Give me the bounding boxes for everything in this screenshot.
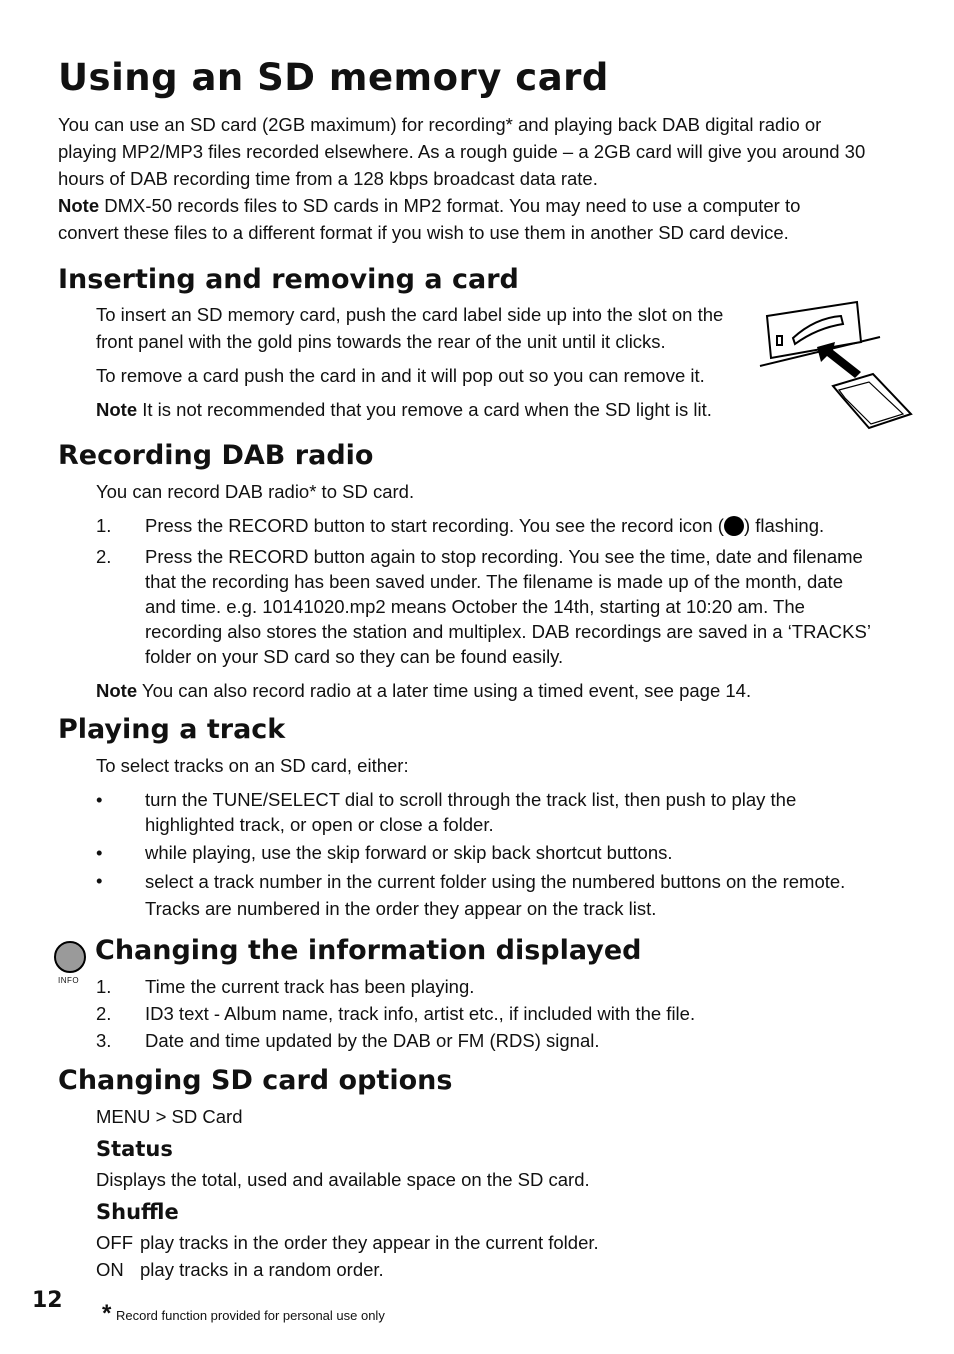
intro-line: playing MP2/MP3 files recorded elsewhere. As a rough guide – a 2GB card will give you around 30 <box>58 141 866 162</box>
page-title: Using an SD memory card <box>58 56 609 99</box>
shuffle-on-text: play tracks in a random order. <box>140 1259 384 1280</box>
recording-intro: You can record DAB radio* to SD card. <box>96 481 415 502</box>
step-number: 1. <box>96 515 112 536</box>
menu-path: MENU > SD Card <box>96 1106 243 1127</box>
shuffle-off-text: play tracks in the order they appear in the current folder. <box>140 1232 599 1253</box>
inserting-p2: To remove a card push the card in and it will pop out so you can remove it. <box>96 365 705 386</box>
info-button-label: INFO <box>58 976 80 985</box>
playing-bullet-3: select a track number in the current folder using the numbered buttons on the remote. Tracks are numbered in the order they appear on the track list. <box>145 871 846 919</box>
record-icon <box>724 516 744 536</box>
playing-bullet-1: turn the TUNE/SELECT dial to scroll through the track list, then push to play the highlighted track, or open or close a folder. <box>145 789 797 835</box>
sd-card-insert-illustration <box>755 298 920 438</box>
note-label: Note <box>96 399 138 420</box>
intro-line: hours of DAB recording time from a 128 kbps broadcast data rate. <box>58 168 598 189</box>
section-heading-inserting: Inserting and removing a card <box>58 264 519 295</box>
recording-step-2: Press the RECORD button again to stop recording. You see the time, date and filename that the recording has been saved under. The filename is made up of the month, date and time. e.g. 10141020.mp2 means October the 14th, starting at 10:20 am. The recording also stores the station and multiplex. DAB recordings are saved in a ‘TRACKS’ folder on your SD card so they can be found easily. <box>145 546 871 667</box>
intro-line: You can use an SD card (2GB maximum) for recording* and playing back DAB digital radio or <box>58 114 822 135</box>
shuffle-heading: Shuffle <box>96 1200 179 1224</box>
note-label: Note <box>58 195 100 216</box>
step-number: 2. <box>96 1003 112 1024</box>
status-heading: Status <box>96 1137 173 1161</box>
status-text: Displays the total, used and available space on the SD card. <box>96 1169 590 1190</box>
recording-note: Note You can also record radio at a later time using a timed event, see page 14. <box>96 680 752 701</box>
intro-note: Note DMX-50 records files to SD cards in MP2 format. You may need to use a computer to <box>58 195 801 216</box>
intro-paragraph <box>58 111 918 246</box>
page-number: 12 <box>32 1288 63 1313</box>
section-heading-recording: Recording DAB radio <box>58 440 374 471</box>
shuffle-on-label: ON <box>96 1259 124 1280</box>
step-number: 1. <box>96 976 112 997</box>
shuffle-off-label: OFF <box>96 1232 133 1253</box>
info-item-2: ID3 text - Album name, track info, artist etc., if included with the file. <box>145 1003 696 1024</box>
inserting-note: Note It is not recommended that you remove a card when the SD light is lit. <box>96 399 712 420</box>
playing-bullet-2: while playing, use the skip forward or skip back shortcut buttons. <box>145 842 673 863</box>
intro-line: convert these files to a different format if you wish to use them in another SD card device. <box>58 222 789 243</box>
footnote-asterisk: * <box>102 1300 112 1327</box>
recording-step-1: Press the RECORD button to start recording. You see the record icon ( ) flashing. <box>145 515 825 536</box>
bullet: • <box>96 842 103 863</box>
footnote-text: Record function provided for personal use only <box>116 1308 385 1323</box>
info-item-1: Time the current track has been playing. <box>145 976 475 997</box>
step-number: 3. <box>96 1030 112 1051</box>
note-label: Note <box>96 680 138 701</box>
bullet: • <box>96 789 103 810</box>
step-number: 2. <box>96 546 112 567</box>
bullet: • <box>96 870 103 891</box>
section-heading-options: Changing SD card options <box>58 1065 453 1096</box>
info-button-icon <box>54 941 86 973</box>
section-heading-info: Changing the information displayed <box>95 935 642 966</box>
info-item-3: Date and time updated by the DAB or FM (RDS) signal. <box>145 1030 600 1051</box>
section-heading-playing: Playing a track <box>58 714 286 745</box>
playing-intro: To select tracks on an SD card, either: <box>96 755 409 776</box>
inserting-p1: To insert an SD memory card, push the card label side up into the slot on the front panel with the gold pins towards the rear of the unit until it clicks. <box>96 304 724 352</box>
